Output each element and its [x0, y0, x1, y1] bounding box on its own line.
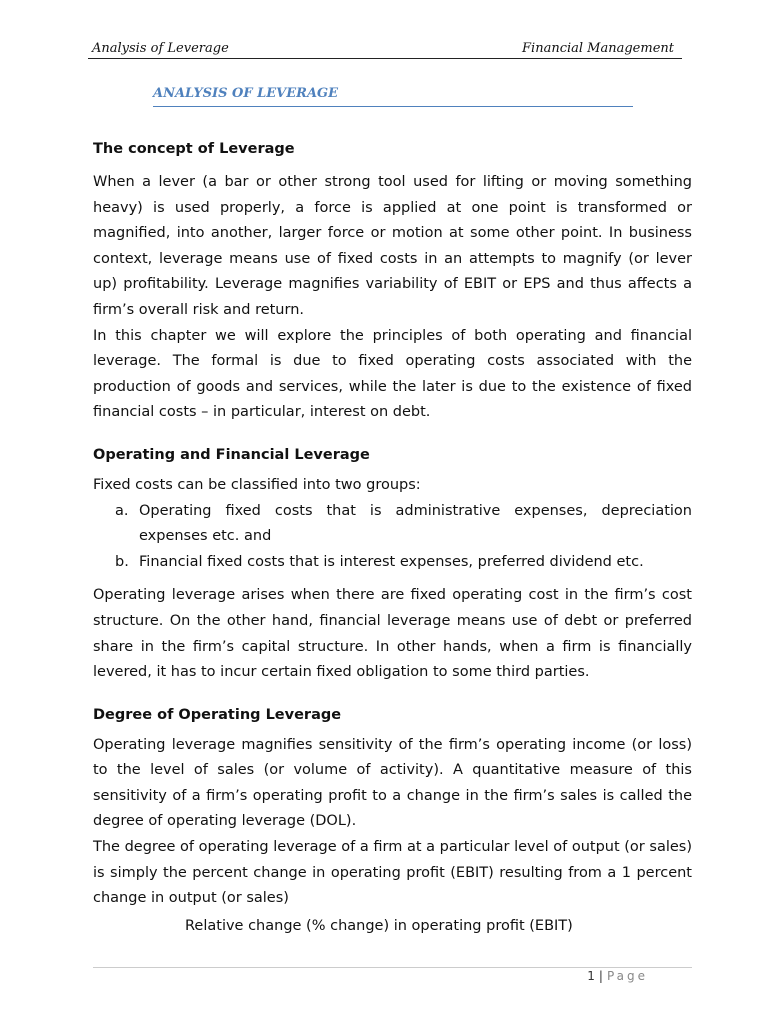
paragraph: Operating leverage magnifies sensitivity of the firm’s operating income (or loss) to the level of sales (or volume of activity). A quantitative measure of this sensitivity of a firm’s operating profit to a change in the firm’s sales is called the degree of operating leverage (DOL).: [93, 736, 692, 830]
header-right-text: Financial Management: [522, 41, 674, 56]
document-body: [93, 138, 692, 939]
footer-separator: |: [598, 969, 603, 983]
page-number: 1: [587, 969, 595, 983]
list-item-text: Financial fixed costs that is interest expenses, preferred dividend etc.: [139, 553, 644, 570]
footer-divider: [93, 967, 692, 968]
paragraph: In this chapter we will explore the principles of both operating and financial leverage. The formal is due to fixed operating costs associated with the production of goods and services, while the later is due to the existence of fixed financial costs – in particular, interest on debt.: [93, 327, 692, 421]
section-heading-dol: Degree of Operating Leverage: [93, 706, 342, 723]
fixed-costs-list: [93, 499, 692, 576]
paragraph: Fixed costs can be classified into two groups:: [93, 476, 421, 493]
list-item: [115, 499, 692, 550]
paragraph: When a lever (a bar or other strong tool used for lifting or moving something heavy) is used properly, a force is applied at one point is transformed or magnified, into another, larger force or motion at some other point. In business context, leverage means use of fixed costs in an attempts to magnify (or lever up) profitability. Leverage magnifies variability of EBIT or EPS and thus affects a firm’s overall risk and return.: [93, 174, 692, 318]
list-item: [115, 550, 692, 576]
paragraph: Operating leverage arises when there are fixed operating cost in the firm’s cost structure. On the other hand, financial leverage means use of debt or preferred share in the firm’s capital structure. In other hands, when a firm is financially levered, it has to incur certain fixed obligation to some third parties.: [93, 587, 692, 681]
list-marker: a.: [115, 502, 129, 519]
formula-numerator: Relative change (% change) in operating profit (EBIT): [185, 917, 573, 934]
page-label: Page: [606, 969, 648, 983]
paragraph: The degree of operating leverage of a firm at a particular level of output (or sales) is simply the percent change in operating profit (EBIT) resulting from a 1 percent change in output (or sales): [93, 839, 692, 907]
header-left-text: Analysis of Leverage: [92, 41, 229, 56]
section-heading-operating-financial: Operating and Financial Leverage: [93, 446, 370, 463]
list-marker: b.: [115, 553, 129, 570]
page-footer: [587, 969, 648, 983]
page-header: [88, 40, 682, 59]
list-item-text: Operating fixed costs that is administrative expenses, depreciation expenses etc. and: [139, 502, 692, 545]
section-heading-concept: The concept of Leverage: [93, 141, 295, 157]
document-title: ANALYSIS OF LEVERAGE: [153, 86, 633, 107]
